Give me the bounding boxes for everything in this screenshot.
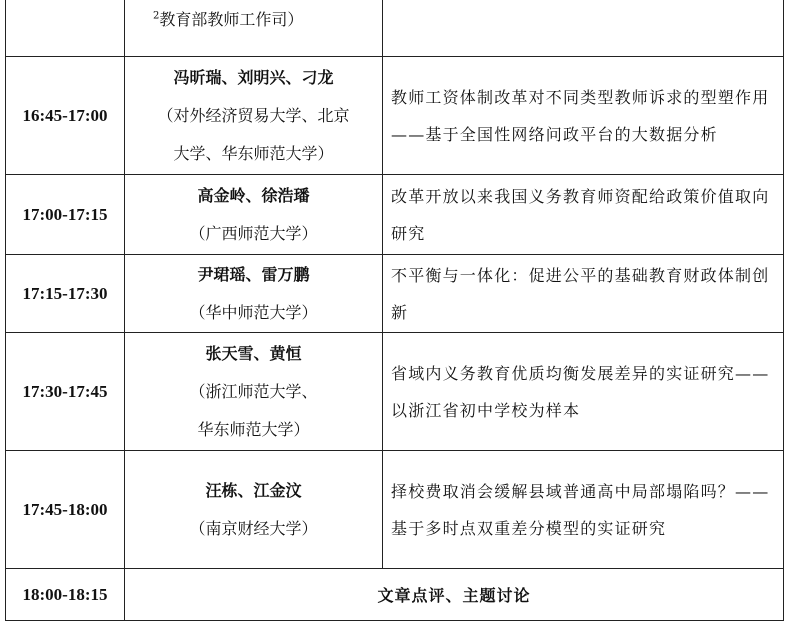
session-title: 不平衡与一体化：促进公平的基础教育财政体制创新 xyxy=(383,255,784,333)
session-row xyxy=(6,255,784,333)
session-row xyxy=(6,57,784,175)
session-authors: 张天雪、黄恒 xyxy=(205,343,302,363)
session-title: 省域内义务教育优质均衡发展差异的实证研究——以浙江省初中学校为样本 xyxy=(383,333,784,451)
session-authors-cell xyxy=(125,333,383,451)
footnote-mark: 2 xyxy=(153,10,160,22)
discussion-label: 文章点评、主题讨论 xyxy=(125,569,784,621)
session-authors-cell xyxy=(125,255,383,333)
continuation-title-cell xyxy=(383,0,784,57)
session-time: 17:00-17:15 xyxy=(6,175,125,255)
session-row xyxy=(6,175,784,255)
session-affiliation-line: （华中师范大学） xyxy=(189,302,318,322)
session-authors-cell xyxy=(125,57,383,175)
schedule-table xyxy=(5,0,784,621)
session-affiliation-line: 华东师范大学） xyxy=(197,419,310,439)
session-affiliation-line: （浙江师范大学、 xyxy=(189,381,318,401)
continuation-time-cell xyxy=(6,0,125,57)
continuation-affiliation-cell xyxy=(125,0,383,57)
session-row xyxy=(6,333,784,451)
session-time: 16:45-17:00 xyxy=(6,57,125,175)
session-affiliation-line: 大学、华东师范大学） xyxy=(173,143,334,163)
session-title: 改革开放以来我国义务教育师资配给政策价值取向研究 xyxy=(383,175,784,255)
session-affiliation-line: （对外经济贸易大学、北京 xyxy=(157,105,350,125)
discussion-row xyxy=(6,569,784,621)
session-title: 教师工资体制改革对不同类型教师诉求的型塑作用——基于全国性网络问政平台的大数据分析 xyxy=(383,57,784,175)
affiliation-tail: 教育部教师工作司） xyxy=(159,10,304,29)
session-authors: 冯昕瑞、刘明兴、刁龙 xyxy=(173,67,334,87)
session-time: 17:15-17:30 xyxy=(6,255,125,333)
session-authors-cell xyxy=(125,451,383,569)
session-affiliation-line: （南京财经大学） xyxy=(189,518,318,538)
session-title: 择校费取消会缓解县域普通高中局部塌陷吗？——基于多时点双重差分模型的实证研究 xyxy=(383,451,784,569)
discussion-time: 18:00-18:15 xyxy=(6,569,125,621)
session-authors: 尹珺瑶、雷万鹏 xyxy=(197,264,310,284)
session-authors: 汪栋、江金汶 xyxy=(205,480,302,500)
session-affiliation-line: （广西师范大学） xyxy=(189,223,318,243)
session-time: 17:45-18:00 xyxy=(6,451,125,569)
continuation-row xyxy=(6,0,784,57)
session-authors-cell xyxy=(125,175,383,255)
session-row xyxy=(6,451,784,569)
session-authors: 高金岭、徐浩璠 xyxy=(197,185,310,205)
session-time: 17:30-17:45 xyxy=(6,333,125,451)
